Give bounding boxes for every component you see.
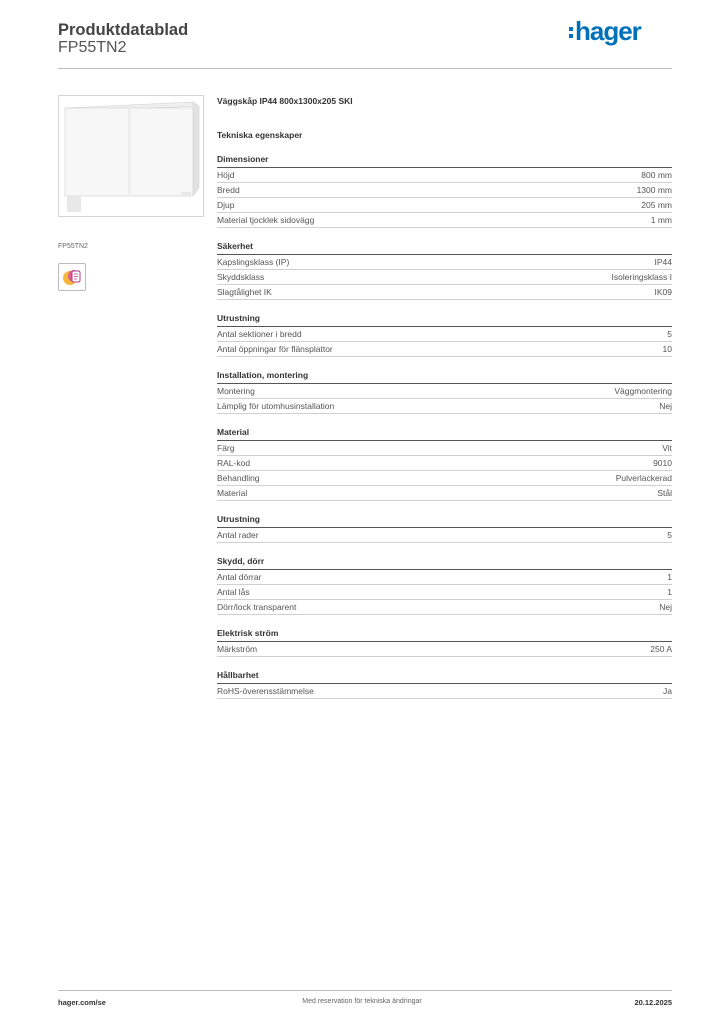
spec-value: 1300 mm [636,185,672,195]
spec-value: 5 [667,530,672,540]
spec-row [217,528,672,543]
spec-value: 1 mm [650,215,672,225]
section-spacer [217,501,672,511]
spec-value: IP44 [654,257,672,267]
spec-row [217,570,672,585]
section-spacer [217,300,672,310]
spec-value: 205 mm [641,200,672,210]
spec-value: Stål [657,488,672,498]
spec-label: Dörr/lock transparent [217,602,297,612]
spec-row [217,255,672,270]
spec-label: Märkström [217,644,258,654]
spec-label: Höjd [217,170,235,180]
spec-value: Nej [659,401,672,411]
spec-section-title: Skydd, dörr [217,553,672,570]
spec-value: Nej [659,602,672,612]
spec-value: Pulverlackerad [615,473,672,483]
spec-row [217,456,672,471]
spec-label: Lämplig för utomhusinstallation [217,401,335,411]
spec-row [217,285,672,300]
spec-value: Väggmontering [614,386,672,396]
spec-label: Material tjocklek sidovägg [217,215,315,225]
spec-section-title: Dimensioner [217,151,672,168]
section-spacer [217,228,672,238]
spec-section-title: Säkerhet [217,238,672,255]
spec-label: Skyddsklass [217,272,265,282]
spec-value: 800 mm [641,170,672,180]
spec-row [217,471,672,486]
spec-value: IK09 [654,287,672,297]
spec-value: 5 [667,329,672,339]
spec-row [217,342,672,357]
product-name: Väggskåp IP44 800x1300x205 SKI [217,96,353,106]
footer-divider [58,990,672,991]
specs-heading: Tekniska egenskaper [217,130,303,140]
spec-value: 1 [667,572,672,582]
header-divider [58,68,672,69]
spec-label: Material [217,488,248,498]
product-code: FP55TN2 [58,39,127,56]
spec-label: Antal dörrar [217,572,262,582]
spec-row [217,399,672,414]
section-spacer [217,657,672,667]
spec-value: Ja [663,686,672,696]
spec-row [217,684,672,699]
spec-label: RoHS-överensstämmelse [217,686,314,696]
spec-label: Färg [217,443,235,453]
spec-section-title: Hållbarhet [217,667,672,684]
logo-text: hager [575,16,641,46]
spec-label: Antal rader [217,530,259,540]
spec-label: Antal lås [217,587,250,597]
spec-value: 250 A [650,644,672,654]
spec-label: RAL-kod [217,458,251,468]
spec-section-title: Elektrisk ström [217,625,672,642]
section-spacer [217,615,672,625]
eco-label-icon [58,263,86,291]
spec-section-title: Utrustning [217,310,672,327]
spec-row [217,486,672,501]
spec-label: Behandling [217,473,260,483]
footer-website[interactable]: hager.com/se [58,998,106,1007]
spec-row [217,327,672,342]
spec-section-title: Utrustning [217,511,672,528]
spec-section-title: Installation, montering [217,367,672,384]
section-spacer [217,543,672,553]
spec-row [217,600,672,615]
spec-row [217,198,672,213]
spec-row [217,585,672,600]
spec-row [217,183,672,198]
spec-section-title: Material [217,424,672,441]
spec-value: Vit [662,443,672,453]
spec-label: Djup [217,200,235,210]
page-title: Produktdatablad [58,21,189,39]
image-caption: FP55TN2 [58,243,88,250]
product-image [58,95,204,217]
spec-label: Slagtålighet IK [217,287,272,297]
spec-label: Bredd [217,185,240,195]
spec-value: 1 [667,587,672,597]
section-spacer [217,414,672,424]
spec-label: Kapslingsklass (IP) [217,257,290,267]
spec-row [217,384,672,399]
section-spacer [217,357,672,367]
hager-logo [568,14,658,48]
spec-row [217,270,672,285]
spec-row [217,168,672,183]
spec-label: Antal sektioner i bredd [217,329,302,339]
spec-label: Antal öppningar för flänsplattor [217,344,333,354]
spec-row [217,642,672,657]
spec-row [217,213,672,228]
footer-date: 20.12.2025 [634,998,672,1007]
spec-value: 10 [662,344,672,354]
spec-value: 9010 [653,458,672,468]
footer-disclaimer: Med reservation för tekniska ändringar [302,998,422,1005]
spec-value: Isoleringsklass I [611,272,672,282]
spec-label: Montering [217,386,255,396]
spec-sections [217,151,672,699]
spec-row [217,441,672,456]
